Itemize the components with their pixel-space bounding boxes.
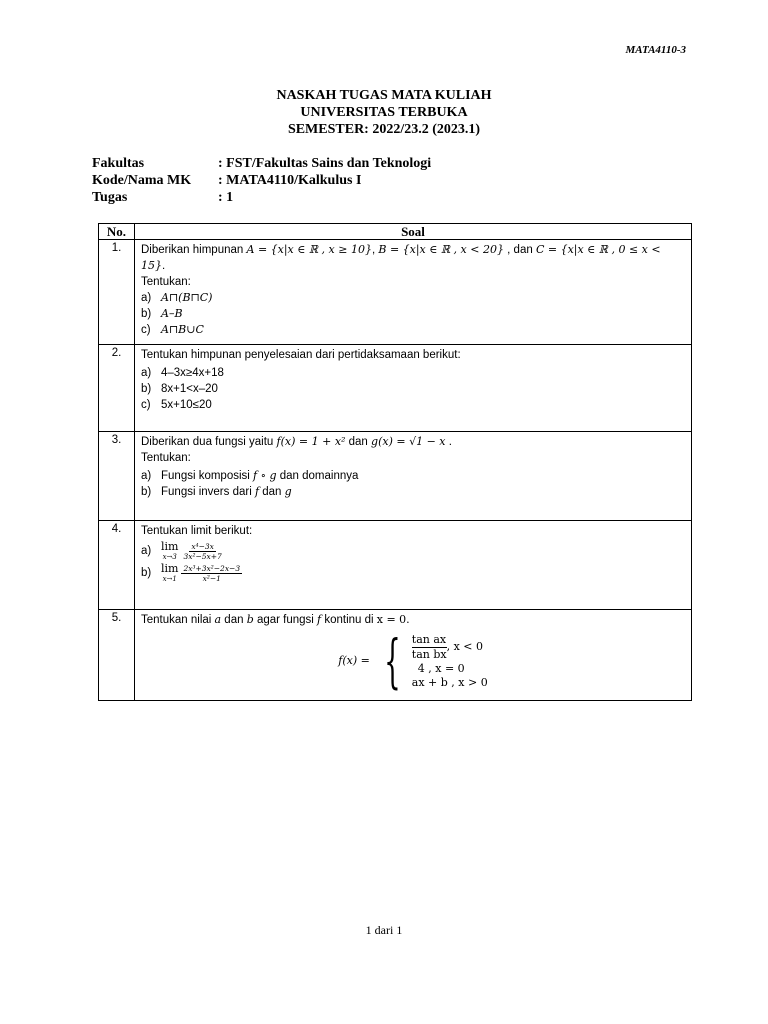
question-4: [135, 521, 692, 610]
q4-intro: Tentukan limit berikut:: [141, 525, 253, 537]
questions-table: [98, 223, 692, 701]
meta-row-fakultas: [92, 155, 431, 172]
lim-subscript: x→1: [162, 575, 177, 583]
case-2: 4 , x = 0: [417, 661, 465, 675]
list-item: [141, 381, 685, 397]
var-a: a: [214, 613, 222, 626]
item-letter: a): [141, 545, 152, 557]
fraction: [181, 564, 242, 583]
question-number: 4.: [99, 521, 135, 610]
assignment-meta: [92, 155, 431, 206]
item-letter: b): [141, 383, 152, 395]
table-row: [99, 345, 692, 432]
numerator: 2x³+3x²−2x−3: [183, 563, 241, 573]
item-letter: b): [141, 567, 152, 579]
item-letter: b): [141, 486, 152, 498]
conjunction: dan: [224, 614, 244, 626]
item-math: f ∘ g: [253, 469, 277, 482]
meta-label: Fakultas: [92, 156, 145, 171]
item-text: 5x+10≤20: [161, 399, 212, 411]
meta-row-kode: [92, 172, 431, 189]
header-soal: Soal: [135, 224, 692, 240]
denominator: tan bx: [411, 647, 447, 661]
list-item: [141, 468, 685, 484]
item-text: dan domainnya: [279, 470, 359, 482]
set-c: C = {x|x ∈ ℝ , 0 ≤ x < 15}: [141, 243, 661, 272]
item-text: dan: [262, 486, 282, 498]
question-number: 2.: [99, 345, 135, 432]
question-1: [135, 240, 692, 345]
tentukan-label: Tentukan:: [141, 452, 191, 464]
conjunction: dan: [348, 436, 368, 448]
question-2: [135, 345, 692, 432]
question-number: 3.: [99, 432, 135, 521]
question-number: 5.: [99, 610, 135, 701]
question-5: [135, 610, 692, 701]
document-title: [0, 87, 768, 138]
q1-items: [141, 290, 685, 338]
q2-intro: Tentukan himpunan penyelesaian dari pertidaksamaan berikut:: [141, 349, 461, 361]
set-b: B = {x|x ∈ ℝ , x < 20}: [378, 243, 504, 256]
item-letter: a): [141, 292, 152, 304]
case-3: ax + b , x > 0: [411, 675, 488, 689]
period: .: [162, 260, 166, 272]
item-text: 4–3x≥4x+18: [161, 367, 224, 379]
item-text: Fungsi komposisi: [161, 470, 250, 482]
list-item: [141, 306, 685, 322]
piecewise-function: [141, 627, 685, 695]
q3-intro: Diberikan dua fungsi yaitu: [141, 436, 274, 448]
brace-symbol: {: [384, 627, 401, 695]
item-letter: b): [141, 308, 152, 320]
list-item: [141, 322, 685, 338]
meta-row-tugas: [92, 189, 431, 206]
list-item: [141, 397, 685, 413]
numerator: tan ax: [411, 632, 447, 646]
lim-operator: [161, 563, 178, 583]
item-letter: a): [141, 470, 152, 482]
item-text: 8x+1<x–20: [161, 383, 218, 395]
meta-label: Kode/Nama MK: [92, 173, 192, 188]
item-text: A⊓(B⊓C): [161, 291, 213, 304]
denominator: 3x²−5x+7: [183, 551, 222, 561]
q3-items: [141, 468, 685, 500]
item-letter: c): [141, 324, 151, 336]
header-no: No.: [99, 224, 135, 240]
item-math: g: [284, 485, 292, 498]
item-letter: a): [141, 367, 152, 379]
piecewise-lhs: f(x) =: [338, 654, 370, 667]
item-math: f: [254, 485, 260, 498]
function-g: g(x) = √1 − x: [371, 435, 446, 448]
limit-a: [141, 541, 685, 561]
point: x = 0.: [376, 613, 410, 626]
meta-value: : 1: [218, 190, 234, 205]
limit-b: [141, 563, 685, 583]
table-row: [99, 610, 692, 701]
list-item: [141, 484, 685, 500]
var-f: f: [317, 613, 322, 626]
title-line-1: NASKAH TUGAS MATA KULIAH: [276, 88, 492, 103]
meta-value: : FST/Fakultas Sains dan Teknologi: [218, 156, 432, 171]
separator: ,: [371, 244, 376, 256]
piecewise-cases: [412, 633, 488, 690]
q5-intro-b: agar fungsi: [256, 614, 314, 626]
item-text: Fungsi invers dari: [161, 486, 252, 498]
list-item: [141, 365, 685, 381]
title-line-3: SEMESTER: 2022/23.2 (2023.1): [287, 122, 481, 137]
lim-subscript: x→3: [162, 553, 177, 561]
course-code: MATA4110-3: [625, 44, 686, 56]
case-1: [412, 633, 488, 662]
lim-word: lim: [161, 562, 179, 575]
case-condition: , x < 0: [446, 640, 483, 653]
item-text: A⊓B∪C: [161, 323, 204, 336]
conjunction: , dan: [507, 244, 533, 256]
tentukan-label: Tentukan:: [141, 276, 191, 288]
fraction: [412, 633, 447, 662]
table-row: [99, 521, 692, 610]
denominator: x²−1: [202, 573, 221, 583]
question-3: [135, 432, 692, 521]
list-item: [141, 290, 685, 306]
question-number: 1.: [99, 240, 135, 345]
item-letter: c): [141, 399, 151, 411]
lim-operator: [161, 541, 178, 561]
period: .: [448, 436, 452, 448]
title-line-2: UNIVERSITAS TERBUKA: [300, 105, 468, 120]
table-row: [99, 240, 692, 345]
q5-intro-c: kontinu di: [324, 614, 374, 626]
meta-value: : MATA4110/Kalkulus I: [218, 173, 362, 188]
fraction: [181, 542, 223, 561]
set-a: A = {x|x ∈ ℝ , x ≥ 10}: [246, 243, 372, 256]
lim-word: lim: [161, 540, 179, 553]
table-row: [99, 432, 692, 521]
var-b: b: [246, 613, 254, 626]
page-number: 1 dari 1: [365, 923, 403, 937]
function-f: f(x) = 1 + x²: [276, 435, 346, 448]
meta-label: Tugas: [92, 190, 128, 205]
item-text: A–B: [161, 307, 183, 320]
q2-items: [141, 365, 685, 413]
q5-intro: Tentukan nilai: [141, 614, 212, 626]
numerator: x⁴−3x: [191, 541, 214, 551]
q1-intro: Diberikan himpunan: [141, 244, 244, 256]
